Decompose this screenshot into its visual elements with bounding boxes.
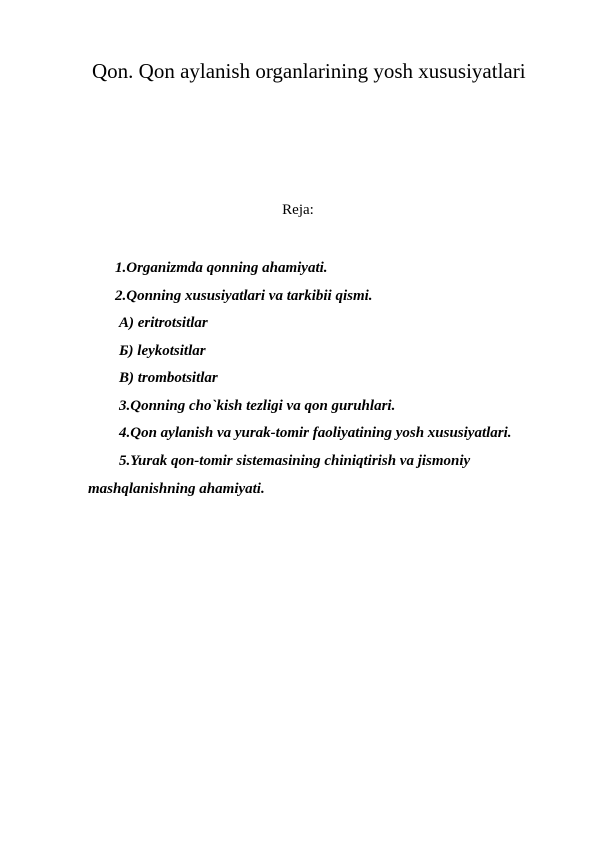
plan-item: 2.Qonning xususiyatlari va tarkibii qismi. — [115, 288, 373, 304]
plan-item: 1.Organizmda qonning ahamiyati. — [115, 260, 328, 276]
plan-item: 5.Yurak qon-tomir sistemasining chiniqtirish va jismoniy — [119, 453, 471, 469]
plan-subitem: A) eritrotsitlar — [119, 315, 208, 331]
plan-item: 3.Qonning cho`kish tezligi va qon guruhlari. — [119, 398, 396, 414]
plan-item-continuation: mashqlanishning ahamiyati. — [88, 481, 265, 497]
plan-item: 4.Qon aylanish va yurak-tomir faoliyatining yosh xususiyatlari. — [119, 425, 512, 441]
plan-subitem: В) trombotsitlar — [119, 370, 218, 386]
plan-subitem: Б) leykotsitlar — [119, 343, 206, 359]
page-title: Qon. Qon aylanish organlarining yosh xususiyatlari — [92, 59, 526, 83]
plan-heading: Reja: — [282, 202, 314, 218]
